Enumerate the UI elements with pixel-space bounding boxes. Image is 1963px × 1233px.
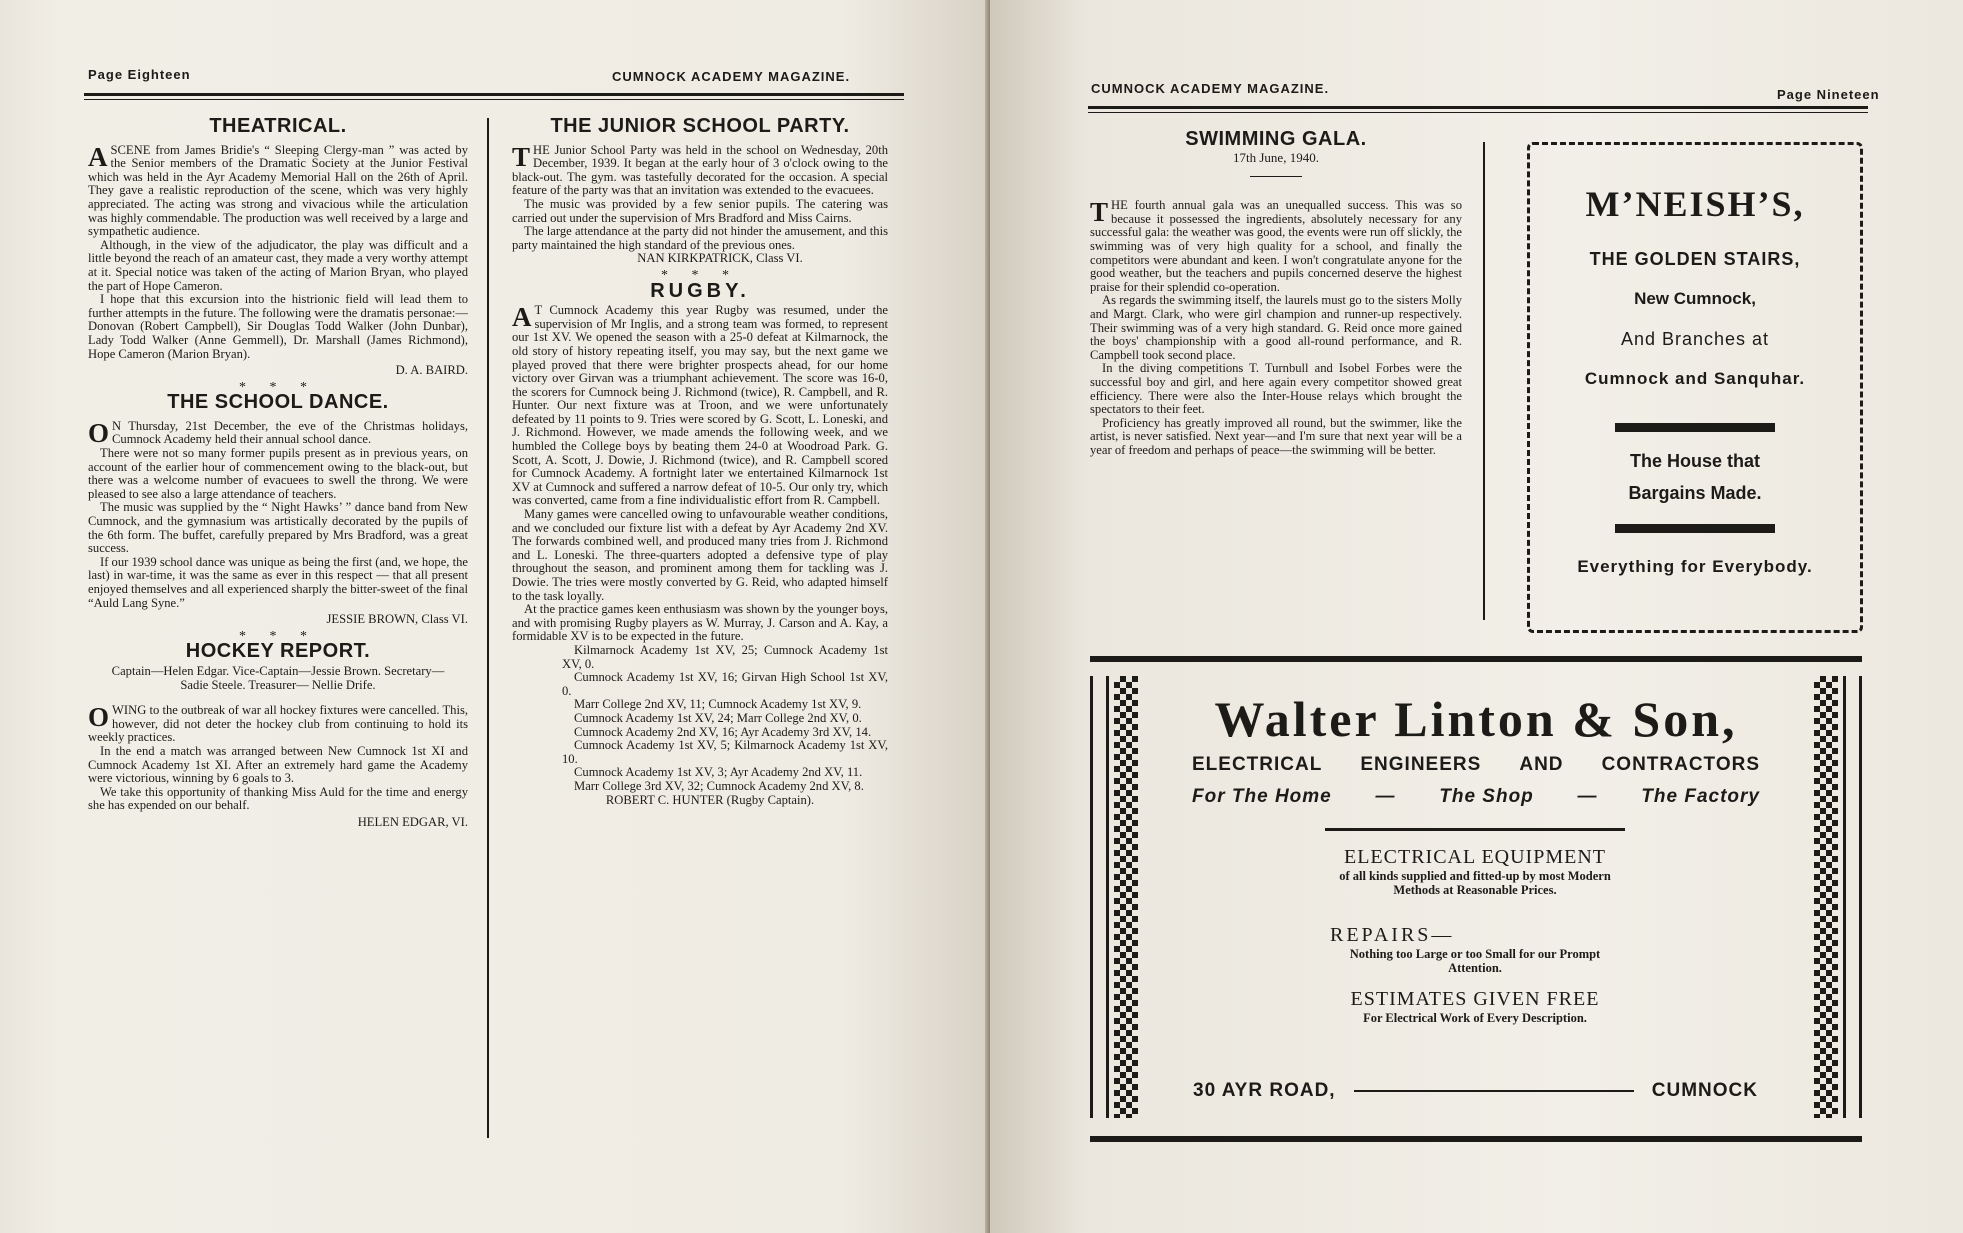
hockey-title: HOCKEY REPORT.: [185, 640, 371, 663]
linton-tagline: [1192, 786, 1760, 808]
mneish-line-6: Bargains Made.: [1628, 483, 1762, 503]
party-para-3: The large attendance at the party did not hinder the amusement, and this party maintained the high standard of the previous ones.: [512, 224, 888, 252]
party-para-1: THE Junior School Party was held in the school on Wednesday, 20th December, 1939. It began at the early hour of 3 o'clock owing to the black-out. The gym. was tastefully decorated for the occasion. A special feature of the party was that an invitation was extended to the evacuees.: [512, 141, 888, 198]
block-text: For Electrical Work of Every Description.: [1363, 1011, 1587, 1025]
page-number-left: Page Eighteen: [88, 67, 191, 82]
drop-cap: T: [512, 141, 531, 172]
theatrical-title: THEATRICAL.: [209, 115, 347, 137]
dance-para-4: If our 1939 school dance was unique as being the first (and, we hope, the last) in war-time, it was the same as ever in this respect — that all present enjoyed themselves and all experienced sharply the bitter-sweet of the final “Auld Lang Syne.”: [88, 554, 468, 610]
mneish-bar: [1615, 524, 1775, 533]
linton-block-equipment: [1330, 846, 1620, 897]
mneish-line-5: The House that: [1629, 451, 1760, 471]
linton-name: Walter Linton & Son,: [1214, 691, 1738, 747]
gala-para-3: In the diving competitions T. Turnbull and Isobel Forbes were the successful boy and girl, and here again every competitor showed great efficiency. There were also the Inter-House relays which brought the spectators to their feet.: [1090, 361, 1462, 417]
tagline-dash: —: [1375, 786, 1396, 807]
mneish-advertisement: [1527, 142, 1863, 633]
gala-title: SWIMMING GALA.: [1185, 128, 1367, 150]
rugby-para-1: A T Cumnock Academy this year Rugby was resumed, under the supervision of Mr Inglis, and a strong team was formed, to represent our 1st XV. We opened the season with a 25-0 defeat at Kilmarnock, the old story of history repeating itself, you may say, but the next game we played proved that there were brighter prospects ahead, for our home victory over Girvan was a triumphant achievement. The score was 16-0, the scorers for Cumnock being J. Richmond (twice), R. Campbell, and R. Hunter. Our next fixture was at Troon, and we were unfortunately defeated by 11 points to 9. Tries were scored by G. Scott, L. Loneski, and J. Richmond. However, we made amends the following week, and we humbled the College boys by beating them 24-0 at Woodroad Park. G. Scott, A. Scott, J. Dowie, J. Richmond (twice), and R. Campbell scored for Cumnock Academy. A fortnight later we entertained Kilmarnock 1st XV at Cumnock and suffered a narrow defeat of 10-5. Our only try, which was converted, came from a fine individualistic effort from R. Campbell.: [512, 302, 888, 508]
tagline-part: The Shop: [1439, 786, 1534, 807]
block-text: Nothing too Large or too Small for our Prompt Attention.: [1349, 947, 1601, 975]
rugby-para-2: Many games were cancelled owing to unfavourable weather conditions, and we concluded our fixture list with a defeat by Ayr Academy 2nd XV. The forwards combined well, and produced many tries from J. Richmond and L. Loneski. The three-quarters adopted a defensive type of play throughout the season, and prominent among them for tackling was J. Dowie. The tries were mostly converted by G. Reid, who adapted himself to the task loyally.: [512, 507, 888, 603]
tagline-part: The Factory: [1641, 786, 1760, 807]
linton-block-repairs: [1330, 924, 1620, 975]
section-stars: * * *: [239, 628, 317, 644]
mneish-bar: [1615, 423, 1775, 432]
dance-title: THE SCHOOL DANCE.: [167, 391, 389, 414]
rugby-title: RUGBY.: [650, 279, 750, 302]
gala-para-2: As regards the swimming itself, the laurels must go to the sisters Molly and Margt. Clark, who were girl champion and runner-up respectively. Their swimming was of a very high standard. G. Reid once more gained the boys' championship with a good all-round performance, and R. Campbell took second place.: [1090, 293, 1462, 362]
header-rule: [1088, 106, 1868, 109]
dance-para-3: The music was supplied by the “ Night Hawks’ ” dance band from New Cumnock, and the gymnasium was artistically decorated by the pupils of the 6th form. The buffet, carefully prepared by Mrs Bradford, was a great success.: [88, 500, 468, 556]
header-rule: [84, 93, 904, 96]
column-divider: [487, 118, 489, 1138]
mneish-slogan: [1530, 445, 1860, 509]
linton-subtitle: [1192, 754, 1760, 776]
column-left-1: [88, 115, 468, 832]
fixture-item: Cumnock Academy 1st XV, 3; Ayr Academy 2nd XV, 11.: [574, 765, 863, 780]
gala-column: [1090, 128, 1462, 457]
linton-separator: [1325, 828, 1625, 831]
drop-cap: A: [88, 141, 108, 172]
hockey-para-2: In the end a match was arranged between New Cumnock 1st XI and Cumnock Academy 1st XI. After an extremely hard game the Academy were victorious, winning by 6 goals to 3.: [88, 743, 468, 786]
theatrical-para-3: I hope that this excursion into the histrionic field will lead them to further attempts in the future. The following were the dramatis personae:— Donovan (Robert Campbell), Sir Douglas Todd Walker (John Dunbar), Lady Todd Walker (Anne Gemmell), Dr. Marshall (James Richmond), Hope Cameron (Marion Bryan).: [88, 292, 468, 361]
running-head-right: CUMNOCK ACADEMY MAGAZINE.: [1091, 81, 1330, 96]
header-rule-thin: [1088, 112, 1868, 113]
tagline-dash: —: [1577, 786, 1598, 807]
hockey-officers: Captain—Helen Edgar. Vice-Captain—Jessie Brown. Secretary—Sadie Steele. Treasurer— Nellie Drife.: [111, 663, 445, 692]
column-divider: [1483, 142, 1485, 620]
fixture-item: Marr College 2nd XV, 11; Cumnock Academy 1st XV, 9.: [574, 697, 862, 712]
fixture-item: Cumnock Academy 1st XV, 5; Kilmarnock Academy 1st XV, 10.: [562, 738, 888, 766]
mneish-line-2: New Cumnock,: [1634, 289, 1756, 308]
theatrical-signature: D. A. BAIRD.: [395, 363, 468, 378]
mneish-line-1: THE GOLDEN STAIRS,: [1589, 249, 1801, 269]
address-street: 30 AYR ROAD,: [1193, 1080, 1336, 1101]
dance-para-1: O N Thursday, 21st December, the eve of the Christmas holidays, Cumnock Academy held their annual school dance.: [88, 417, 468, 448]
fixture-item: Cumnock Academy 1st XV, 24; Marr College 2nd XV, 0.: [574, 710, 862, 725]
hockey-signature: HELEN EDGAR, VI.: [357, 814, 468, 829]
gala-rule: [1250, 176, 1302, 177]
mneish-line-3: And Branches at: [1620, 329, 1770, 349]
linton-block-estimates: [1330, 988, 1620, 1025]
dance-signature: JESSIE BROWN, Class VI.: [326, 612, 468, 627]
tagline-part: For The Home: [1192, 786, 1332, 807]
dance-para-2: There were not so many former pupils present as in previous years, on account of the earlier hour of commencement owing to the black-out, but there was a welcome number of evacuees to swell the throng. We were pleased to see also a large attendance of teachers.: [88, 446, 468, 501]
gala-para-1: THE fourth annual gala was an unequalled success. This was so because it possessed the ingredients, absolutely necessary for any successful gala: the weather was good, the events were run off slickly, the swimming was of very high quality for a school, and finally the competitors were abundant and keen. I won't congratulate anyone for the good weather, but the teachers and pupils concerned deserve the highest praise for their splendid co-operation.: [1090, 197, 1462, 294]
rugby-fixtures: [512, 644, 888, 794]
rugby-para-3: At the practice games keen enthusiasm was shown by the younger boys, and with promising Rugby players as W. Murray, J. Carson and A. Kay, a formidable XV is to be expected in the future.: [512, 602, 888, 644]
block-heading: REPAIRS—: [1330, 924, 1455, 946]
linton-advertisement: [1090, 656, 1862, 1142]
mneish-line-7: Everything for Everybody.: [1577, 557, 1813, 576]
page-number-right: Page Nineteen: [1777, 87, 1880, 102]
drop-cap: O: [88, 417, 110, 448]
fixture-item: Marr College 3rd XV, 32; Cumnock Academy 2nd XV, 8.: [574, 778, 864, 793]
mneish-name: M’NEISH’S,: [1585, 184, 1805, 224]
fixture-item: Kilmarnock Academy 1st XV, 25; Cumnock Academy 1st XV, 0.: [562, 642, 888, 671]
drop-cap: A: [512, 302, 532, 333]
party-title: THE JUNIOR SCHOOL PARTY.: [550, 115, 850, 137]
block-heading: ESTIMATES GIVEN FREE: [1350, 988, 1600, 1010]
subtitle-word: AND: [1519, 754, 1564, 775]
linton-address: [1193, 1080, 1758, 1102]
address-rule: [1354, 1090, 1634, 1092]
party-para-2: The music was provided by a few senior pupils. The catering was carried out under the supervision of Mrs Bradford and Miss Cairns.: [512, 196, 888, 225]
drop-cap: T: [1090, 197, 1109, 228]
drop-cap: O: [88, 702, 110, 733]
subtitle-word: ELECTRICAL: [1192, 754, 1323, 775]
fixture-item: Cumnock Academy 2nd XV, 16; Ayr Academy 3rd XV, 14.: [574, 724, 872, 739]
rugby-signature: ROBERT C. HUNTER (Rugby Captain).: [605, 792, 815, 807]
header-rule-thin: [84, 99, 904, 100]
hockey-para-3: We take this opportunity of thanking Miss Auld for the time and energy she has expended on our behalf.: [88, 784, 468, 813]
mneish-line-4: Cumnock and Sanquhar.: [1584, 369, 1806, 388]
block-text: of all kinds supplied and fitted-up by most Modern Methods at Reasonable Prices.: [1339, 869, 1611, 897]
hockey-para-1: OWING to the outbreak of war all hockey fixtures were cancelled. This, however, did not deter the hockey club from continuing to hold its weekly practices.: [88, 702, 468, 745]
section-stars: * * *: [239, 379, 317, 395]
column-left-2: [512, 115, 888, 807]
address-town: CUMNOCK: [1651, 1080, 1758, 1101]
fixture-item: Cumnock Academy 1st XV, 16; Girvan High School 1st XV, 0.: [562, 670, 888, 698]
section-stars: * * *: [661, 267, 739, 283]
theatrical-para-2: Although, in the view of the adjudicator, the play was difficult and a little beyond the reach of an amateur cast, they made a very worthy attempt at it. Special notice was taken of the acting of Marion Bryan, who played the part of Hope Cameron.: [88, 237, 468, 293]
theatrical-para-1: ASCENE from James Bridie's “ Sleeping Clergy-man ” was acted by the Senior members of the Dramatic Society at the Junior Festival which was held in the Ayr Academy Memorial Hall on the 26th of April. They gave a realistic reproduction of the scene, which was very highly appreciated. The acting was strong and vivacious while the articulation was highly commendable. The production was well received by a large and sympathetic audience.: [88, 141, 468, 239]
gala-date: 17th June, 1940.: [1233, 149, 1319, 165]
gala-para-4: Proficiency has greatly improved all round, but the swimmer, like the artist, is never satisfied. Next year—and I'm sure that next year will be a year of freedom and perhaps of peace—the swimming will be better.: [1090, 415, 1462, 457]
running-head-left: CUMNOCK ACADEMY MAGAZINE.: [612, 69, 851, 84]
party-signature: NAN KIRKPATRICK, Class VI.: [637, 251, 803, 266]
subtitle-word: ENGINEERS: [1360, 754, 1482, 775]
subtitle-word: CONTRACTORS: [1601, 754, 1760, 775]
block-heading: ELECTRICAL EQUIPMENT: [1343, 846, 1606, 868]
